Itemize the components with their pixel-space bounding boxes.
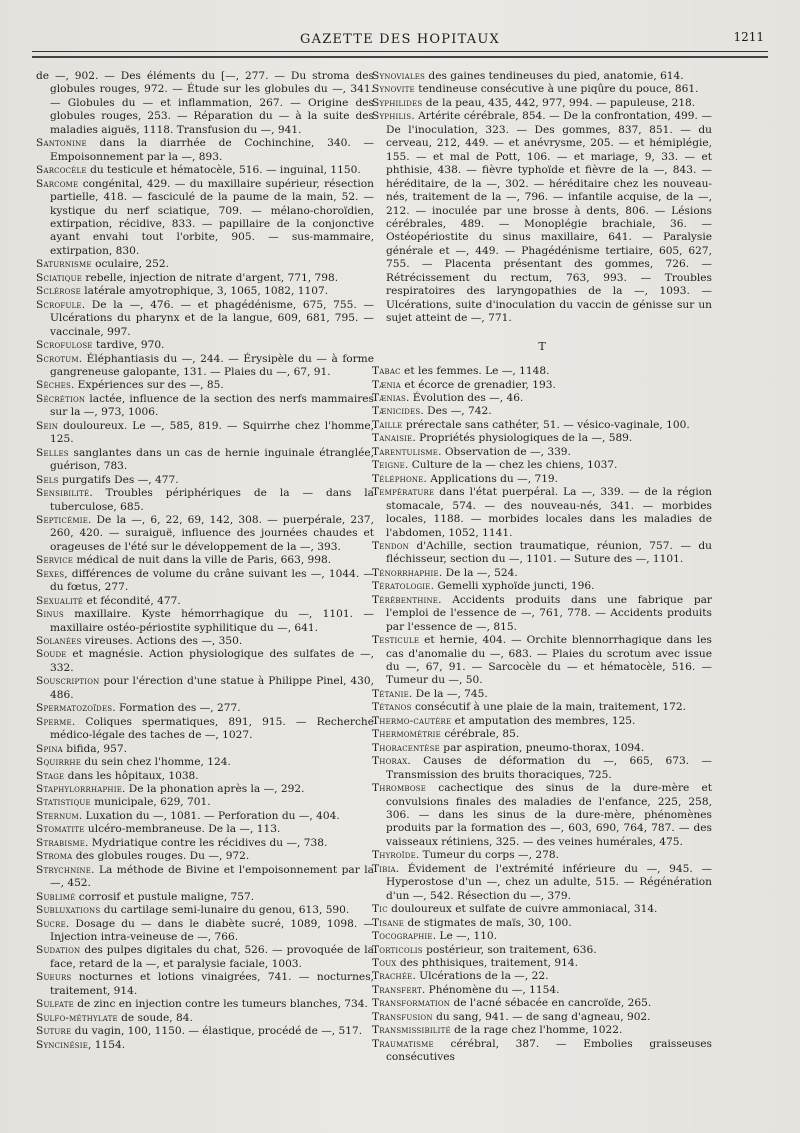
index-entry (372, 688, 712, 701)
index-references: tardive, 970. (92, 339, 165, 352)
index-references: . De la phonation après la —, 292. (122, 783, 305, 796)
index-references: . Accidents produits dans une fabrique par l'emploi de l'essence de —, 761, 778. — Accidents produits par l'essence de —, 815. (386, 593, 712, 633)
index-keyword: Tératologie (372, 580, 431, 593)
index-references: . Gemelli xyphoïde juncti, 196. (430, 580, 595, 593)
index-references: . Dosage du — dans le diabète sucré, 1089, 1098. — Injection intra-veineuse de —, 766. (50, 917, 374, 943)
index-references: tendineuse consécutive à une piqûre du pouce, 861. (414, 83, 699, 96)
journal-title: GAZETTE DES HOPITAUX (300, 32, 500, 47)
index-references: . Phénomène du —, 1154. (421, 983, 560, 996)
index-references: . Des —, 742. (420, 405, 492, 418)
index-keyword: Tisane (372, 916, 405, 929)
index-entry (36, 474, 374, 487)
index-references: . De la —, 524. (438, 566, 518, 579)
index-entry (372, 110, 712, 325)
index-references: des pulpes digitales du chat, 526. — provoquée de la face, retard de la —, et paralysie faciale, 1003. (50, 944, 374, 970)
index-references: . Expériences sur des —, 85. (70, 379, 224, 392)
index-references: des globules rouges. Du —, 972. (72, 850, 250, 863)
index-keyword: Toux (372, 957, 397, 969)
index-references: du sang, 941. — de sang d'agneau, 902. (432, 1010, 651, 1023)
index-references: . Causes de déformation du —, 665, 673. — Transmission des bruits thoraciques, 725. (386, 755, 712, 781)
index-entry (372, 917, 712, 930)
index-entry (372, 70, 712, 83)
index-keyword: Tétanie (372, 687, 409, 700)
index-references: congénital, 429. — du maxillaire supérieur, résection partielle, 418. — fasciculé de la paume de la main, 52. — kystique du nerf sciatique, 709. — mélano-choroïdien, extirpation, récidive, 833. — papillaire de la conjonctive ayant envahi tout l'orbite, 905. — sus-mammaire, extirpation, 830. (50, 177, 374, 257)
index-entry (36, 770, 374, 783)
index-entry (36, 675, 374, 702)
index-entry (36, 1039, 374, 1052)
index-keyword: Trachée (372, 970, 413, 983)
index-references: de l'acné sébacée en cancroïde, 265. (450, 997, 652, 1010)
index-keyword: Térébenthine (372, 593, 439, 606)
index-references: . Éléphantiasis du —, 244. — Érysipèle du — à forme gangreneuse galopante, 131. — Plaies du —, 67, 91. (50, 352, 374, 378)
index-entry (372, 728, 712, 741)
index-references: municipale, 629, 701. (90, 796, 211, 809)
header-rule (32, 51, 768, 52)
index-keyword: Sciatique (36, 271, 83, 284)
index-keyword: Scrofule (36, 298, 82, 311)
index-entry (372, 594, 712, 634)
index-entry (36, 998, 374, 1011)
index-entry (36, 971, 374, 998)
index-entry (372, 997, 712, 1010)
index-entry (36, 702, 374, 715)
index-entry (36, 258, 374, 271)
index-keyword: Sein (36, 419, 59, 432)
index-keyword: Sensibilité (36, 487, 90, 500)
index-entry (36, 595, 374, 608)
index-references: de soude, 84. (117, 1011, 193, 1024)
index-references: . Coliques spermatiques, 891, 915. — Recherche médico-légale des taches de —, 1027. (50, 715, 374, 742)
index-keyword: Spina (36, 742, 63, 755)
index-references: et hernie, 404. — Orchite blennorrhagique dans les cas d'anomalie du —, 683. — Plaies du scrotum avec issue du —, 67, 91. — Sarcocèle du — et hématocèle, 516. — Tumeur du —, 50. (386, 634, 712, 687)
index-keyword: Sclérose (36, 285, 81, 298)
index-keyword: Syphilides (372, 96, 423, 109)
index-entry (372, 486, 712, 540)
index-references: cérébral, 387. — Embolies graisseuses consécutives (386, 1037, 712, 1064)
index-entry (372, 540, 712, 567)
index-references: ulcéro-membraneuse. De la —, 113. (84, 823, 281, 836)
index-keyword: Sexualité (36, 594, 84, 607)
index-entry (372, 930, 712, 943)
index-references: . Mydriatique contre les récidives du —, 738. (85, 836, 328, 849)
index-entry (36, 379, 374, 392)
index-keyword: Tanaisie (372, 432, 413, 445)
index-references: rebelle, injection de nitrate d'argent, 771, 798. (82, 271, 339, 284)
index-keyword: Tænicides (372, 405, 421, 418)
index-entry (36, 393, 374, 420)
index-references: purgatifs Des —, 477. (58, 473, 179, 486)
index-entry (36, 918, 374, 945)
index-keyword: Sudation (36, 944, 81, 957)
index-references: . De la —, 6, 22, 69, 142, 308. — puerpérale, 237, 260, 420. — suraiguë, influence des journées chaudes et orageuses de l'été sur le développement de la —, 393. (50, 513, 374, 553)
index-keyword: Transmissibilité (372, 1024, 451, 1037)
index-references: de la rage chez l'homme, 1022. (450, 1024, 623, 1037)
index-keyword: Staphylorrhaphie (36, 783, 123, 796)
index-references: . Le —, 110. (432, 930, 498, 943)
index-references: du testicule et hématocèle, 516. — inguinal, 1150. (86, 164, 361, 177)
index-entry (36, 299, 374, 339)
index-references: de —, 902. — Des éléments du [—, 277. — Du stroma des globules rouges, 972. — Étude sur les globules du —, 341. — Globules du — et inflammation, 267. — Origine des globules rouges, 253. — Réparation du — à la suite des maladies aiguës, 1118. Transfusion du —, 941. (36, 70, 374, 136)
index-keyword: Scrofulose (36, 339, 93, 352)
index-entry (36, 285, 374, 298)
index-keyword: Téléphone (372, 472, 424, 485)
index-keyword: Testicule (372, 634, 420, 647)
page-header (30, 30, 770, 66)
header-rule-thick (32, 56, 768, 58)
index-keyword: Transfusion (372, 1010, 433, 1023)
index-entry (36, 837, 374, 850)
index-references: lactée, influence de la section des nerfs mammaires sur la —, 973, 1006. (50, 392, 374, 419)
index-entry (36, 648, 374, 675)
index-keyword: Sinus (36, 608, 64, 621)
index-entry (372, 419, 712, 432)
index-keyword: Tarentulisme (372, 445, 439, 458)
index-references: douloureux. Le —, 585, 819. — Squirrhe chez l'homme, 125. (50, 419, 374, 446)
index-entry (372, 849, 712, 862)
index-references: d'Achille, section traumatique, réunion, 757. — du fléchisseur, section du —, 1101. — Suture des —, 1101. (386, 539, 712, 566)
index-references: . Culture de la — chez les chiens, 1037. (404, 459, 618, 472)
index-references: et fécondité, 477. (83, 594, 181, 607)
index-references: . De la —, 745. (408, 687, 488, 700)
index-references: par aspiration, pneumo-thorax, 1094. (439, 741, 645, 754)
index-entry (36, 447, 374, 474)
index-keyword: Torticolis (372, 943, 423, 956)
index-keyword: Squirrhe (36, 756, 82, 769)
index-references: . Observation de —, 339. (438, 445, 571, 458)
index-references: . Évidement de l'extrémité inférieure du —, 945. — Hyperostose d'un —, chez un adulte, 515. — Régénération d'un —, 542. Résection du —, 379. (386, 862, 712, 902)
index-entry (372, 1038, 712, 1065)
index-keyword: Scrotum (36, 352, 79, 365)
index-keyword: Synoviales (372, 70, 426, 82)
index-keyword: Sarcocèle (36, 164, 87, 177)
index-entries-s (372, 70, 712, 326)
index-keyword: Température (372, 486, 435, 499)
index-references: bifida, 957. (62, 742, 127, 755)
index-references: . Artérite cérébrale, 854. — De la confrontation, 499. — De l'inoculation, 323. — Des gommes, 837, 851. — du cerveau, 212, 449. — et anévrysme, 205. — et hémiplégie, 155. — et mal de Pott, 106. — et mariage, 9, 33. — et phthisie, 438. — fièvre typhoïde et fièvre de la —, 843. — héréditaire, de la —, 302. — héréditaire chez les nouveau-nés, traitement de la —, 796. — infantile acquise, de la —, 212. — inoculée par une brosse à dents, 806. — Lésions cérébrales, 489. — Monoplégie brachiale, 36. — Ostéopériostite du sinus maxillaire, 641. — Paralysie générale et —, 449. — Phagédénisme tertiaire, 605, 627, 755. — Placenta présentant des gommes, 726. — Rétrécissement du rectum, 763, 993. — Troubles respiratoires des laryngopathies de la —, 1093. — Ulcérations, suite d'inoculation du vaccin de génisse sur un sujet atteint de —, 771. (386, 110, 712, 325)
index-entry (36, 554, 374, 567)
index-entry (372, 957, 712, 970)
index-references: du vagin, 100, 1150. — élastique, procédé de —, 517. (71, 1025, 363, 1038)
index-entry (372, 365, 712, 378)
index-references: . Troubles périphériques de la — dans la tuberculose, 685. (50, 487, 374, 513)
index-keyword: Transfert (372, 983, 422, 996)
index-entry (36, 164, 374, 177)
page-number: 1211 (733, 30, 764, 44)
index-keyword: Thrombose (372, 782, 427, 795)
index-references: . Applications du —, 719. (423, 472, 559, 485)
index-keyword: Stage (36, 769, 65, 782)
index-references: . Ulcérations de la —, 22. (412, 970, 549, 983)
index-keyword: Tænias (372, 391, 407, 404)
index-entry (372, 863, 712, 903)
index-keyword: Traumatisme (372, 1037, 434, 1050)
index-entry (36, 353, 374, 380)
index-entry (36, 608, 374, 635)
index-entry (36, 339, 374, 352)
index-keyword: Synovite (372, 83, 415, 96)
index-entry (36, 716, 374, 743)
index-entry (36, 635, 374, 648)
index-entry (36, 568, 374, 595)
index-entry (372, 944, 712, 957)
index-keyword: Solanées (36, 635, 82, 648)
index-entry (36, 70, 374, 137)
index-references: . La méthode de Bivine et l'empoisonnement par la —, 452. (50, 863, 374, 890)
index-keyword: Sulfate (36, 998, 74, 1011)
index-references: vireuses. Actions des —, 350. (81, 635, 243, 648)
index-entry (36, 487, 374, 514)
index-keyword: Spermatozoïdes (36, 702, 113, 715)
index-entry (372, 634, 712, 688)
index-references: dans la diarrhée de Cochinchine, 340. — Empoisonnement par la —, 893. (50, 137, 374, 163)
index-references: des phthisiques, traitement, 914. (396, 957, 578, 969)
index-references: et magnésie. Action physiologique des sulfates de —, 332. (50, 648, 374, 674)
index-entry (372, 782, 712, 849)
index-references: de la peau, 435, 442, 977, 994. — papuleuse, 218. (422, 96, 696, 109)
index-entry (372, 97, 712, 110)
index-references: du sein chez l'homme, 124. (81, 756, 231, 769)
index-keyword: Subluxations (36, 904, 101, 917)
section-letter: T (538, 339, 546, 353)
index-references: du cartilage semi-lunaire du genou, 613, 590. (100, 904, 350, 917)
index-entry (372, 903, 712, 916)
index-keyword: Septicémie (36, 513, 89, 526)
index-references: pour l'érection d'une statue à Philippe Pinel, 430, 486. (50, 675, 374, 701)
index-keyword: Sels (36, 473, 59, 486)
index-references: , 1154. (88, 1038, 126, 1051)
index-entry (36, 944, 374, 971)
index-keyword: Strychnine (36, 863, 92, 876)
index-keyword: Thyroïde (372, 849, 416, 862)
index-keyword: Sublimé (36, 890, 76, 903)
index-entry (372, 473, 712, 486)
index-entry (36, 1025, 374, 1038)
index-references: dans les hôpitaux, 1038. (64, 769, 199, 782)
index-keyword: Souscription (36, 675, 100, 688)
index-references: médical de nuit dans la ville de Paris, 663, 998. (73, 554, 332, 567)
index-entry (36, 783, 374, 796)
index-entry (372, 432, 712, 445)
index-entry (372, 701, 712, 714)
index-references: consécutif à une plaie de la main, traitement, 172. (411, 701, 687, 714)
index-references: . Formation des —, 277. (112, 702, 241, 715)
index-entry (36, 864, 374, 891)
index-entry (36, 272, 374, 285)
index-entry (36, 178, 374, 259)
index-entry (36, 514, 374, 554)
index-keyword: Statistique (36, 796, 91, 809)
index-entries-t (372, 365, 712, 1065)
index-entry (36, 420, 374, 447)
index-keyword: Transformation (372, 997, 451, 1010)
index-keyword: Tibia (372, 862, 396, 875)
index-entry (36, 891, 374, 904)
index-entry (372, 83, 712, 96)
index-entry (372, 567, 712, 580)
index-entry (372, 405, 712, 418)
index-references: cachectique des sinus de la dure-mère et convulsions finales des maladies de l'enfance, 225, 258, 306. — dans les sinus de la dure-mère, phénomènes produits par la formation des —, 603, 690, 764, 787. — des vaisseaux rétiniens, 325. — des veines humérales, 475. (386, 782, 712, 848)
index-entry (372, 715, 712, 728)
index-keyword: Suture (36, 1025, 72, 1038)
index-references: latérale amyotrophique, 3, 1065, 1082, 1107. (80, 285, 329, 298)
index-keyword: Sexes (36, 567, 65, 580)
index-keyword: Saturnisme (36, 258, 92, 271)
index-keyword: Syphilis (372, 110, 412, 123)
index-keyword: Tabac (372, 365, 401, 378)
index-entry (372, 1024, 712, 1037)
index-references: sanglantes dans un cas de hernie inguinale étranglée, guérison, 783. (50, 446, 374, 473)
index-references: corrosif et pustule maligne, 757. (75, 890, 255, 903)
index-keyword: Tic (372, 903, 388, 916)
index-entry (36, 823, 374, 836)
index-keyword: Sulfo-méthylate (36, 1011, 118, 1024)
index-entry (36, 743, 374, 756)
index-keyword: Stroma (36, 850, 73, 863)
index-keyword: Thoracentèse (372, 741, 440, 754)
index-references: et amputation des membres, 125. (451, 714, 636, 727)
index-entry (372, 580, 712, 593)
index-keyword: Ténorrhaphie (372, 566, 439, 579)
left-column (36, 70, 374, 1052)
index-entry (372, 1011, 712, 1024)
index-entry (36, 810, 374, 823)
index-entry (372, 970, 712, 983)
index-keyword: Stomatite (36, 823, 85, 836)
index-keyword: Thorax (372, 755, 408, 768)
index-references: cérébrale, 85. (440, 728, 520, 741)
index-entry (372, 459, 712, 472)
index-entry (372, 742, 712, 755)
index-keyword: Santonine (36, 137, 87, 150)
index-references: maxillaire. Kyste hémorrhagique du —, 1101. — maxillaire ostéo-périostite syphilitique du —, 641. (50, 608, 374, 634)
index-keyword: Selles (36, 446, 69, 459)
index-references: . Propriétés physiologiques de la —, 589. (412, 432, 633, 445)
index-keyword: Sèches (36, 379, 71, 392)
index-entry (36, 904, 374, 917)
index-entry (36, 1012, 374, 1025)
right-column (372, 70, 712, 1065)
index-references: dans l'état puerpéral. La —, 339. — de la région stomacale, 574. — des nouveau-nés, 341. — morbides locales, 1188. — morbides locales dans les maladies de l'abdomen, 1052, 1141. (386, 486, 712, 539)
index-keyword: Sternum (36, 809, 79, 822)
index-keyword: Sucre (36, 917, 66, 930)
index-references: postérieur, son traitement, 636. (422, 943, 597, 956)
index-entry (36, 137, 374, 164)
index-references: . Évolution des —, 46. (406, 391, 524, 404)
index-keyword: Service (36, 554, 74, 567)
index-keyword: Thermo-cautère (372, 714, 452, 727)
index-references: de zinc en injection contre les tumeurs blanches, 734. (73, 998, 368, 1011)
index-references: . De la —, 476. — et phagédénisme, 675, 755. — Ulcérations du pharynx et de la langue, 609, 681, 795. — vaccinale, 997. (50, 298, 374, 338)
index-keyword: Tænia (372, 378, 402, 391)
index-keyword: Taille (372, 418, 403, 431)
index-keyword: Teigne (372, 459, 405, 472)
index-references: de stigmates de maïs, 30, 100. (404, 916, 572, 929)
index-references: et les femmes. Le —, 1148. (400, 365, 550, 378)
index-references: douloureux et sulfate de cuivre ammoniacal, 314. (387, 903, 658, 916)
index-entry (36, 796, 374, 809)
index-entry (372, 755, 712, 782)
index-keyword: Tocographie (372, 930, 433, 943)
index-keyword: Thermométrie (372, 728, 441, 741)
index-keyword: Sperme (36, 715, 72, 728)
index-entry (372, 392, 712, 405)
index-entry (372, 446, 712, 459)
index-entry (36, 756, 374, 769)
index-keyword: Tendon (372, 539, 409, 552)
index-references: . Luxation du —, 1081. — Perforation du —, 404. (78, 809, 340, 822)
index-references: . Tumeur du corps —, 278. (415, 849, 559, 862)
index-references: prérectale sans cathéter, 51. — vésico-vaginale, 100. (402, 418, 690, 431)
index-keyword: Sueurs (36, 971, 72, 984)
index-references: des gaines tendineuses du pied, anatomie, 614. (425, 70, 684, 82)
index-keyword: Tétanos (372, 701, 412, 714)
index-references: , différences de volume du crâne suivant les —, 1044. — du fœtus, 277. (50, 567, 374, 594)
index-entry (372, 984, 712, 997)
index-entry (36, 850, 374, 863)
index-keyword: Soude (36, 648, 67, 661)
index-keyword: Sarcome (36, 177, 79, 190)
index-references: oculaire, 252. (91, 258, 169, 271)
index-keyword: Sécrétion (36, 392, 86, 405)
index-keyword: Strabisme (36, 836, 86, 849)
index-keyword: Syncinésie (36, 1038, 89, 1051)
index-references: nocturnes et lotions vinaigrées, 741. — nocturnes, traitement, 914. (50, 971, 374, 997)
index-references: et écorce de grenadier, 193. (401, 378, 556, 391)
index-entry (372, 379, 712, 392)
